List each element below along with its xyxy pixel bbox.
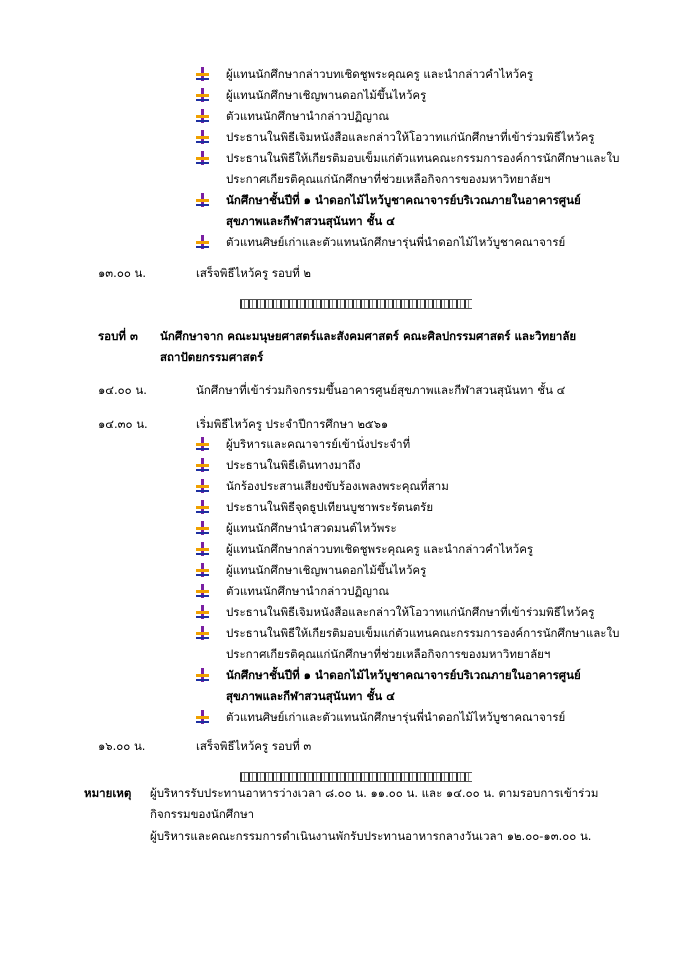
bullet-icon xyxy=(196,479,209,493)
bullet-icon xyxy=(196,668,209,682)
list-item: ประธานในพิธีจุดธูปเทียนบูชาพระรัตนตรัย xyxy=(226,500,434,514)
list-item-continuation: ประกาศเกียรติคุณแก่นักศึกษาที่ช่วยเหลือกิจการของมหาวิทยาลัยฯ xyxy=(226,172,551,186)
list-item-continuation: ประกาศเกียรติคุณแก่นักศึกษาที่ช่วยเหลือกิจการของมหาวิทยาลัยฯ xyxy=(226,647,551,661)
bullet-icon xyxy=(196,542,209,556)
list-item: ตัวแทนศิษย์เก่าและตัวแทนนักศึกษารุ่นพี่นำดอกไม้ไหว้บูชาคณาจารย์ xyxy=(226,710,566,724)
time-1600: ๑๖.๐๐ น. xyxy=(98,739,146,753)
bullet-icon xyxy=(196,67,209,81)
list-item: ผู้แทนนักศึกษากล่าวบทเชิดชูพระคุณครู และนำกล่าวคำไหว้ครู xyxy=(226,542,534,556)
text-1400: นักศึกษาที่เข้าร่วมกิจกรรมขึ้นอาคารศูนย์สุขภาพและกีฬาสวนสุนันทา ชั้น ๔ xyxy=(196,383,566,397)
bullet-icon xyxy=(196,563,209,577)
time-1430: ๑๔.๓๐ น. xyxy=(98,417,148,431)
bullet-icon xyxy=(196,605,209,619)
bullet-icon xyxy=(196,151,209,165)
list-item-continuation: สุขภาพและกีฬาสวนสุนันทา ชั้น ๔ xyxy=(226,689,395,703)
list-item: ผู้แทนนักศึกษานำสวดมนต์ไหว้พระ xyxy=(226,521,397,535)
bullet-icon xyxy=(196,437,209,451)
list-item: ตัวแทนนักศึกษานำกล่าวปฏิญาณ xyxy=(226,584,390,598)
bullet-icon xyxy=(196,130,209,144)
list-item: ประธานในพิธีเดินทางมาถึง xyxy=(226,458,361,472)
text-1300: เสร็จพิธีไหว้ครู รอบที่ ๒ xyxy=(196,266,312,280)
bullet-icon xyxy=(196,710,209,724)
note-line3: ผู้บริหารและคณะกรรมการดำเนินงานพักรับประทานอาหารกลางวันเวลา ๑๒.๐๐-๑๓.๐๐ น. xyxy=(150,829,592,843)
round3-line2: สถาปัตยกรรมศาสตร์ xyxy=(160,350,264,364)
list-item: นักร้องประสานเสียงขับร้องเพลงพระคุณที่สาม xyxy=(226,479,449,493)
list-item: นักศึกษาชั้นปีที่ ๑ นำดอกไม้ไหว้บูชาคณาจารย์บริเวณภายในอาคารศูนย์ xyxy=(226,668,581,682)
list-item: ประธานในพิธีเจิมหนังสือและกล่าวให้โอวาทแก่นักศึกษาที่เข้าร่วมพิธีไหว้ครู xyxy=(226,130,595,144)
bullet-icon xyxy=(196,521,209,535)
text-1430: เริ่มพิธีไหว้ครู ประจำปีการศึกษา ๒๕๖๑ xyxy=(196,417,389,431)
round3-line1: นักศึกษาจาก คณะมนุษยศาสตร์และสังคมศาสตร์ คณะศิลปกรรมศาสตร์ และวิทยาลัย xyxy=(160,329,577,343)
list-item: นักศึกษาชั้นปีที่ ๑ นำดอกไม้ไหว้บูชาคณาจารย์บริเวณภายในอาคารศูนย์ xyxy=(226,193,581,207)
note-label: หมายเหตุ xyxy=(84,786,132,800)
bullet-icon xyxy=(196,584,209,598)
time-1300: ๑๓.๐๐ น. xyxy=(98,266,147,280)
list-item: ตัวแทนศิษย์เก่าและตัวแทนนักศึกษารุ่นพี่นำดอกไม้ไหว้บูชาคณาจารย์ xyxy=(226,235,566,249)
bullet-icon xyxy=(196,500,209,514)
bullet-icon xyxy=(196,88,209,102)
divider-ornament-1 xyxy=(240,299,472,309)
list-item: ตัวแทนนักศึกษานำกล่าวปฏิญาณ xyxy=(226,109,390,123)
bullet-icon xyxy=(196,458,209,472)
list-item: ประธานในพิธีให้เกียรติมอบเข็มแก่ตัวแทนคณะกรรมการองค์การนักศึกษาและใบ xyxy=(226,151,620,165)
text-1600: เสร็จพิธีไหว้ครู รอบที่ ๓ xyxy=(196,739,312,753)
bullet-icon xyxy=(196,235,209,249)
list-item: ผู้แทนนักศึกษาเชิญพานดอกไม้ขึ้นไหว้ครู xyxy=(226,88,427,102)
list-item: ประธานในพิธีเจิมหนังสือและกล่าวให้โอวาทแก่นักศึกษาที่เข้าร่วมพิธีไหว้ครู xyxy=(226,605,595,619)
note-line2: กิจกรรมของนักศึกษา xyxy=(150,807,255,821)
bullet-icon xyxy=(196,109,209,123)
list-item: ผู้แทนนักศึกษาเชิญพานดอกไม้ขึ้นไหว้ครู xyxy=(226,563,427,577)
list-item: ผู้แทนนักศึกษากล่าวบทเชิดชูพระคุณครู และนำกล่าวคำไหว้ครู xyxy=(226,67,534,81)
list-item-continuation: สุขภาพและกีฬาสวนสุนันทา ชั้น ๔ xyxy=(226,214,395,228)
list-item: ผู้บริหารและคณาจารย์เข้านั่งประจำที่ xyxy=(226,437,411,451)
bullet-icon xyxy=(196,626,209,640)
divider-ornament-2 xyxy=(240,772,472,782)
time-1400: ๑๔.๐๐ น. xyxy=(98,383,147,397)
round3-label: รอบที่ ๓ xyxy=(98,329,138,343)
note-line1: ผู้บริหารรับประทานอาหารว่างเวลา ๘.๐๐ น. ๑๑.๐๐ น. และ ๑๔.๐๐ น. ตามรอบการเข้าร่วม xyxy=(150,786,599,800)
list-item: ประธานในพิธีให้เกียรติมอบเข็มแก่ตัวแทนคณะกรรมการองค์การนักศึกษาและใบ xyxy=(226,626,620,640)
bullet-icon xyxy=(196,193,209,207)
